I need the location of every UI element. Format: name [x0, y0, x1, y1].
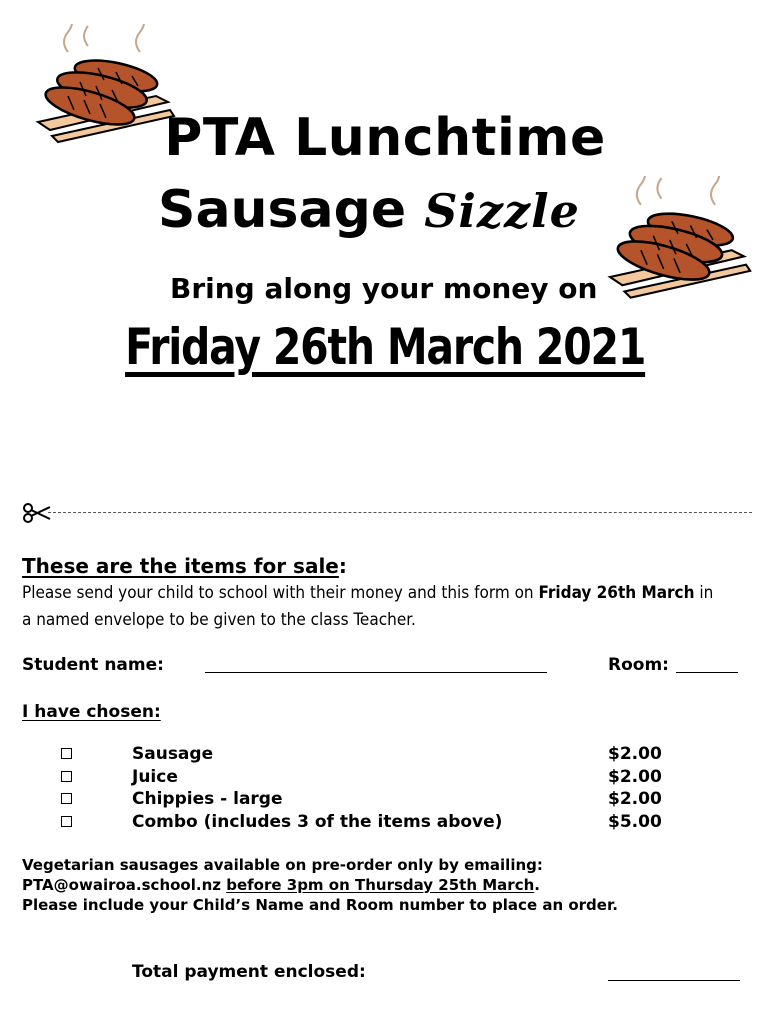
list-item — [0, 812, 770, 835]
title-line-2 — [158, 180, 580, 240]
instructions: Please send your child to school with their money and this form on Friday 26th March in a named envelope to be given to the class Teacher. — [22, 583, 714, 630]
item-price: $2.00 — [608, 789, 662, 809]
event-date: Friday 26th March 2021 — [124, 318, 646, 376]
student-name-label: Student name: — [22, 655, 164, 675]
item-price: $2.00 — [608, 767, 662, 787]
item-name: Combo (includes 3 of the items above) — [132, 812, 503, 832]
total-field[interactable] — [608, 968, 740, 981]
item-price: $5.00 — [608, 812, 662, 832]
vegetarian-note: Vegetarian sausages available on pre-order only by emailing: PTA@owairoa.school.nz before 3pm on Thursday 25th March. Please include your Child’s Name and Room number to place an order. — [22, 856, 618, 914]
item-name: Sausage — [132, 744, 214, 764]
room-label: Room: — [608, 655, 669, 675]
list-item — [0, 744, 770, 767]
student-name-field[interactable] — [205, 660, 547, 673]
sausages-on-grill-icon — [598, 176, 756, 310]
item-name: Juice — [132, 767, 178, 787]
title-sausage: Sausage — [158, 180, 407, 240]
chosen-label: I have chosen: — [22, 702, 161, 722]
total-label: Total payment enclosed: — [132, 962, 366, 982]
items-heading: These are the items for sale: — [22, 554, 347, 578]
list-item — [0, 767, 770, 790]
checkbox[interactable] — [61, 816, 72, 827]
subtitle: Bring along your money on — [170, 272, 598, 305]
email-link[interactable]: PTA@owairoa.school.nz — [22, 876, 221, 894]
list-item — [0, 789, 770, 812]
cut-line — [48, 512, 752, 513]
checkbox[interactable] — [61, 771, 72, 782]
checkbox[interactable] — [61, 793, 72, 804]
room-field[interactable] — [676, 660, 738, 673]
scissors-icon — [22, 502, 52, 524]
item-name: Chippies - large — [132, 789, 283, 809]
item-price: $2.00 — [608, 744, 662, 764]
title-line-1: PTA Lunchtime — [164, 108, 606, 168]
checkbox[interactable] — [61, 748, 72, 759]
title-sizzle: Sizzle — [424, 184, 580, 238]
